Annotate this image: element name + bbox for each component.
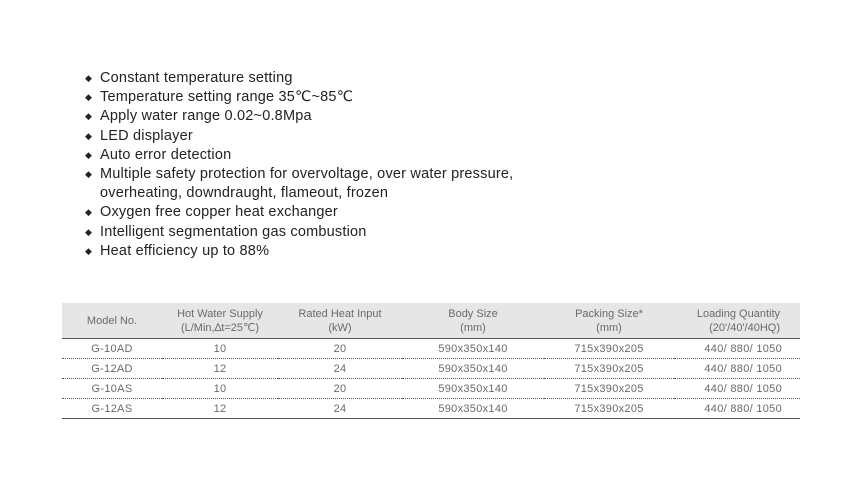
feature-item [84, 127, 513, 146]
feature-item [84, 242, 513, 261]
diamond-bullet-icon: ◆ [85, 149, 93, 160]
table-cell: G-12AD [62, 359, 162, 379]
column-header [62, 303, 162, 339]
column-header-line: Hot Water Supply [177, 308, 263, 320]
feature-item [84, 146, 513, 165]
table-cell: 440/ 880/ 1050 [674, 399, 800, 419]
feature-text: Multiple safety protection for overvoltage, over water pressure, overheating, downdraught, flameout, frozen [100, 166, 514, 202]
feature-text: Oxygen free copper heat exchanger [100, 204, 338, 221]
table-cell: 590x350x140 [402, 399, 544, 419]
table-cell: 590x350x140 [402, 379, 544, 399]
feature-text: Auto error detection [100, 146, 232, 163]
table-cell: G-10AD [62, 339, 162, 359]
feature-list [84, 69, 513, 261]
header-row [62, 303, 800, 339]
diamond-bullet-icon: ◆ [85, 245, 93, 256]
table-cell: 12 [162, 399, 278, 419]
spec-table-body [62, 339, 800, 419]
table-cell: 715x390x205 [544, 339, 674, 359]
feature-item [84, 69, 513, 88]
column-header [544, 303, 674, 339]
feature-item [84, 223, 513, 242]
column-header [278, 303, 402, 339]
table-cell: 440/ 880/ 1050 [674, 379, 800, 399]
column-header [162, 303, 278, 339]
spec-table-header [62, 303, 800, 339]
feature-item [84, 165, 513, 203]
column-header-line: (mm) [460, 322, 486, 334]
column-header [402, 303, 544, 339]
feature-item [84, 88, 513, 107]
column-header-line: (20'/40'/40HQ) [709, 322, 780, 334]
table-cell: G-10AS [62, 379, 162, 399]
column-header-line: Rated Heat Input [298, 308, 382, 320]
table-cell: 24 [278, 399, 402, 419]
table-cell: 715x390x205 [544, 359, 674, 379]
table-row [62, 339, 800, 359]
table-cell: 12 [162, 359, 278, 379]
table-cell: 10 [162, 339, 278, 359]
column-header-line: Body Size [448, 308, 498, 320]
spec-table [62, 303, 800, 419]
table-cell: G-12AS [62, 399, 162, 419]
table-cell: 715x390x205 [544, 379, 674, 399]
table-cell: 24 [278, 359, 402, 379]
diamond-bullet-icon: ◆ [85, 130, 93, 141]
table-cell: 20 [278, 339, 402, 359]
feature-text: Temperature setting range 35℃~85℃ [100, 89, 354, 106]
column-header-line: Packing Size* [575, 308, 643, 320]
table-cell: 590x350x140 [402, 359, 544, 379]
feature-text: Heat efficiency up to 88% [100, 242, 270, 259]
diamond-bullet-icon: ◆ [85, 92, 93, 103]
table-cell: 440/ 880/ 1050 [674, 359, 800, 379]
column-header-line: (L/Min,∆t=25℃) [180, 322, 260, 334]
feature-text: LED displayer [100, 127, 193, 144]
column-header [674, 303, 800, 339]
diamond-bullet-icon: ◆ [85, 169, 93, 180]
column-header-line: (kW) [328, 322, 352, 334]
table-cell: 20 [278, 379, 402, 399]
diamond-bullet-icon: ◆ [85, 207, 93, 218]
column-header-line: Model No. [86, 315, 138, 327]
feature-item [84, 107, 513, 126]
diamond-bullet-icon: ◆ [85, 111, 93, 122]
table-row [62, 359, 800, 379]
feature-item [84, 203, 513, 222]
table-cell: 715x390x205 [544, 399, 674, 419]
table-row [62, 399, 800, 419]
diamond-bullet-icon: ◆ [85, 226, 93, 237]
feature-text: Intelligent segmentation gas combustion [100, 223, 367, 240]
table-cell: 10 [162, 379, 278, 399]
table-cell: 590x350x140 [402, 339, 544, 359]
column-header-line: (mm) [596, 322, 622, 334]
column-header-line: Loading Quantity [696, 308, 780, 320]
table-row [62, 379, 800, 399]
feature-text: Apply water range 0.02~0.8Mpa [100, 108, 312, 125]
feature-text: Constant temperature setting [100, 70, 293, 86]
diamond-bullet-icon: ◆ [85, 73, 93, 83]
table-cell: 440/ 880/ 1050 [674, 339, 800, 359]
